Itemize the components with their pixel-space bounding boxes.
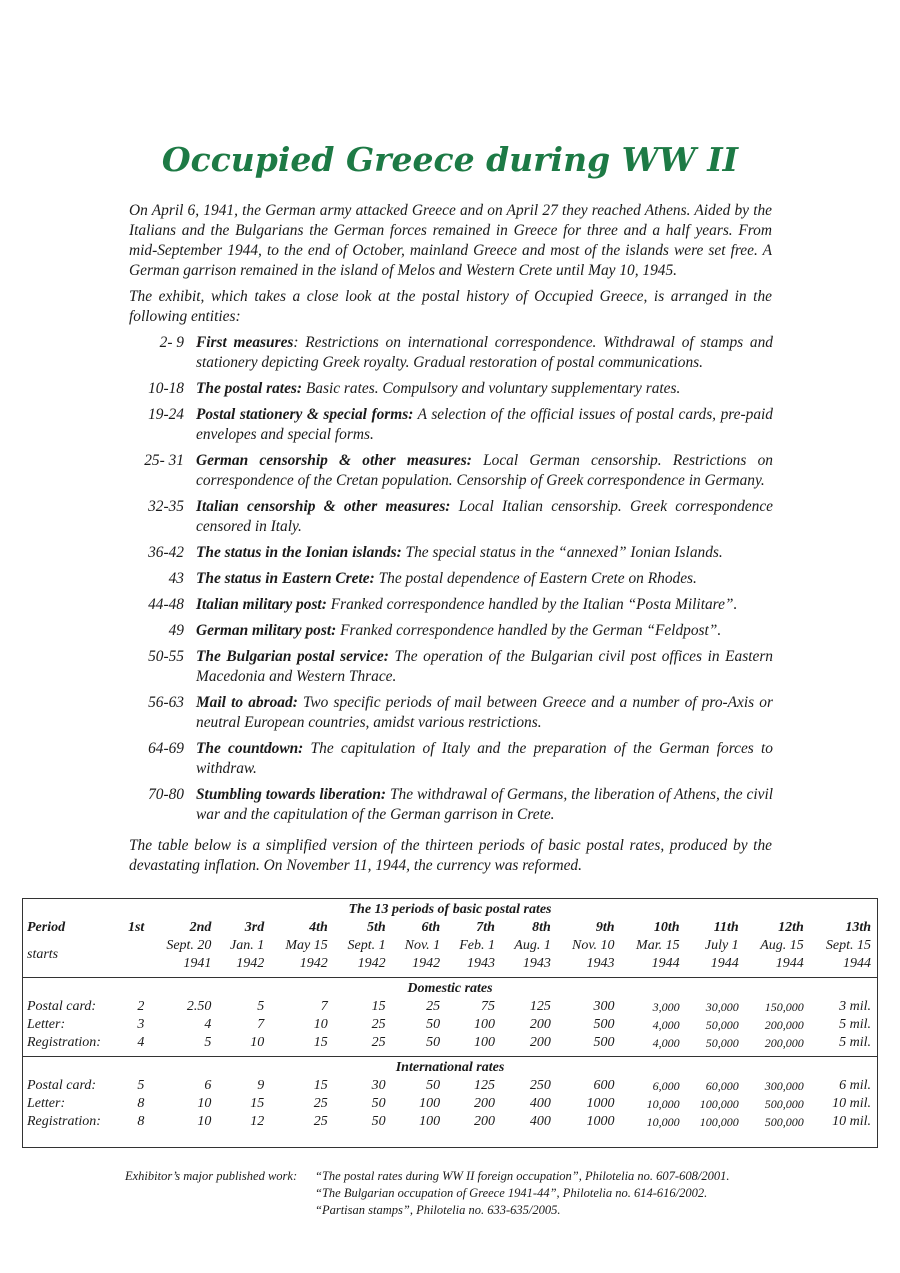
row-label: Letter:	[27, 1017, 66, 1032]
start-date: Sept. 15	[825, 938, 871, 953]
start-year: 1941	[183, 956, 212, 971]
start-year: 1944	[843, 956, 871, 971]
entity-item	[128, 569, 773, 589]
table-row	[23, 1095, 877, 1113]
entity-description: Two specific periods of mail between Greece and a number of pro-Axis or neutral European countries, amidst various restrictions.	[196, 694, 773, 731]
start-year: 1943	[586, 956, 615, 971]
table-section-caption: The 13 periods of basic postal rates	[348, 902, 552, 917]
period-header: 6th	[421, 920, 441, 935]
start-year: 1942	[412, 956, 441, 971]
start-date: Jan. 1	[230, 938, 265, 953]
rate-value: 75	[480, 999, 495, 1014]
rate-value: 10	[197, 1114, 212, 1129]
rate-value: 500	[593, 1035, 615, 1050]
rate-value: 50,000	[705, 1036, 739, 1050]
rate-value: 3,000	[652, 1000, 680, 1014]
rate-value: 50	[426, 1078, 441, 1093]
rate-value: 5	[257, 999, 265, 1014]
start-year: 1944	[710, 956, 739, 971]
period-header: 1st	[127, 920, 145, 935]
rate-value: 25	[371, 1035, 386, 1050]
start-date: Nov. 10	[572, 938, 615, 953]
row-label: Postal card:	[27, 999, 97, 1014]
rate-value: 500	[593, 1017, 615, 1032]
rate-value: 4	[137, 1035, 145, 1050]
entity-heading: Italian censorship & other measures:	[196, 498, 451, 515]
entity-range: 50-55	[148, 648, 184, 665]
start-date: May 15	[285, 938, 328, 953]
rate-value: 125	[529, 999, 551, 1014]
table-section-caption: International rates	[23, 1057, 877, 1078]
table-row	[23, 998, 877, 1016]
start-date: Sept. 20	[166, 938, 212, 953]
rate-value: 9	[257, 1078, 265, 1093]
entity-description: Basic rates. Compulsory and voluntary supplementary rates.	[302, 380, 681, 397]
start-date	[121, 937, 150, 955]
rate-value: 300,000	[764, 1079, 804, 1093]
rate-value: 15	[250, 1096, 265, 1111]
rate-value: 30	[371, 1078, 386, 1093]
entity-range: 19-24	[148, 406, 184, 423]
entity-description: : Restrictions on international correspondence. Withdrawal of stamps and stationery depicting Greek royalty. Gradual restoration of postal communications.	[196, 334, 773, 371]
table-section-caption: Domestic rates	[23, 978, 877, 999]
entity-range: 64-69	[148, 740, 184, 757]
table-row	[23, 1077, 877, 1095]
entity-description: Local German censorship. Restrictions on correspondence of the Cretan population. Censorship of Greek correspondence in Germany.	[196, 452, 773, 489]
rate-value: 50,000	[705, 1018, 739, 1032]
entity-description: Franked correspondence handled by the German “Feldpost”.	[336, 622, 722, 639]
row-label: Registration:	[27, 1035, 101, 1050]
entity-range: 25- 31	[144, 452, 184, 469]
rate-value: 5 mil.	[839, 1035, 871, 1050]
published-works-label: Exhibitor’s major published work:	[125, 1169, 298, 1183]
entity-item	[128, 497, 773, 537]
rate-value: 200,000	[764, 1018, 804, 1032]
start-year: 1942	[357, 956, 386, 971]
entity-heading: Postal stationery & special forms:	[196, 406, 414, 423]
entity-heading: The postal rates:	[196, 380, 303, 397]
entity-item	[128, 405, 773, 445]
entity-heading: Italian military post:	[196, 596, 327, 613]
rate-value: 10 mil.	[832, 1114, 871, 1129]
starts-label: starts	[27, 947, 59, 962]
row-label: Registration:	[27, 1114, 101, 1129]
rate-value: 6	[204, 1078, 212, 1093]
rate-value: 10	[197, 1096, 212, 1111]
rate-value: 7	[257, 1017, 265, 1032]
entity-item	[128, 785, 773, 825]
start-year	[121, 955, 150, 973]
rate-value: 100	[419, 1096, 441, 1111]
published-work: “Partisan stamps”, Philotelia no. 633-635/2005.	[315, 1203, 561, 1217]
rate-value: 50	[371, 1114, 386, 1129]
period-header: 10th	[653, 920, 680, 935]
rate-value: 200	[473, 1096, 495, 1111]
entity-range: 32-35	[148, 498, 184, 515]
rate-value: 600	[593, 1078, 615, 1093]
rate-value: 1000	[586, 1096, 615, 1111]
entity-description: Franked correspondence handled by the Italian “Posta Militare”.	[326, 596, 738, 613]
entity-heading: The countdown:	[196, 740, 304, 757]
start-year: 1942	[236, 956, 265, 971]
rate-value: 10 mil.	[832, 1096, 871, 1111]
period-header: 5th	[366, 920, 386, 935]
entity-item	[128, 621, 773, 641]
entity-heading: German censorship & other measures:	[196, 452, 472, 469]
rate-value: 200	[529, 1017, 551, 1032]
entity-item	[128, 693, 773, 733]
period-header: 4th	[309, 920, 328, 935]
row-label: Letter:	[27, 1096, 66, 1111]
rate-value: 7	[320, 999, 328, 1014]
entity-description: The operation of the Bulgarian civil post offices in Eastern Macedonia and Western Thrace.	[196, 648, 773, 685]
start-date: Sept. 1	[347, 938, 386, 953]
intro-paragraph: On April 6, 1941, the German army attacked Greece and on April 27 they reached Athens. Aided by the Italians and the Bulgarians the German forces remained in Greece for three and a half years. From mid-September 1944, to the end of October, mainland Greece and most of the islands were set free. A German garrison remained in the island of Melos and Western Crete until May 10, 1945.	[129, 202, 772, 279]
entity-description: The postal dependence of Eastern Crete on Rhodes.	[374, 570, 697, 587]
entity-range: 49	[168, 622, 184, 639]
entity-heading: The status in the Ionian islands:	[196, 544, 402, 561]
rate-value: 25	[313, 1096, 328, 1111]
entity-heading: Stumbling towards liberation:	[196, 786, 387, 803]
start-year: 1943	[466, 956, 495, 971]
entity-item	[128, 379, 773, 399]
rate-value: 4,000	[652, 1018, 680, 1032]
rate-value: 500,000	[764, 1097, 804, 1111]
entity-item	[128, 451, 773, 491]
rate-value: 10	[313, 1017, 328, 1032]
rate-value: 400	[529, 1096, 551, 1111]
entity-heading: Mail to abroad:	[196, 694, 298, 711]
table-row	[23, 1016, 877, 1034]
rate-value: 1000	[586, 1114, 615, 1129]
rate-value: 4,000	[652, 1036, 680, 1050]
start-date: Mar. 15	[636, 938, 680, 953]
rate-value: 200	[473, 1114, 495, 1129]
rate-value: 30,000	[705, 1000, 739, 1014]
page-title: Occupied Greece during WW II	[161, 140, 739, 179]
entity-range: 10-18	[148, 380, 184, 397]
rate-value: 200,000	[764, 1036, 804, 1050]
rate-value: 10,000	[646, 1115, 680, 1129]
row-label: Postal card:	[27, 1078, 97, 1093]
rate-value: 12	[250, 1114, 265, 1129]
entity-range: 70-80	[148, 786, 184, 803]
rate-value: 100	[473, 1017, 495, 1032]
entity-description: The capitulation of Italy and the preparation of the German forces to withdraw.	[196, 740, 773, 777]
table-row	[23, 1034, 877, 1052]
rate-value: 200	[529, 1035, 551, 1050]
period-header: 8th	[532, 920, 551, 935]
rate-value: 6,000	[652, 1079, 680, 1093]
rate-value: 100	[419, 1114, 441, 1129]
period-label: Period	[27, 920, 66, 935]
entities-list	[128, 333, 773, 831]
rate-value: 150,000	[764, 1000, 804, 1014]
start-year: 1944	[651, 956, 680, 971]
entity-item	[128, 333, 773, 373]
period-header: 9th	[595, 920, 615, 935]
start-date: July 1	[704, 938, 739, 953]
start-year: 1942	[299, 956, 328, 971]
rate-value: 50	[371, 1096, 386, 1111]
rate-value: 5	[137, 1078, 145, 1093]
entity-description: The withdrawal of Germans, the liberation of Athens, the civil war and the capitulation of the German garrison in Crete.	[196, 786, 773, 823]
rate-value: 50	[426, 1017, 441, 1032]
rate-value: 15	[313, 1078, 328, 1093]
start-year: 1944	[775, 956, 804, 971]
rate-value: 25	[313, 1114, 328, 1129]
entity-range: 43	[168, 570, 184, 587]
rate-value: 8	[137, 1096, 145, 1111]
start-year: 1943	[522, 956, 551, 971]
start-date: Aug. 15	[760, 938, 804, 953]
published-works-list	[315, 1168, 729, 1219]
rate-value: 125	[473, 1078, 495, 1093]
intro-paragraph: The exhibit, which takes a close look at the postal history of Occupied Greece, is arranged in the following entities:	[129, 288, 772, 325]
entity-heading: German military post:	[196, 622, 337, 639]
rate-value: 250	[529, 1078, 551, 1093]
outro-paragraph: The table below is a simplified version of the thirteen periods of basic postal rates, produced by the devastating inflation. On November 11, 1944, the currency was reformed.	[129, 837, 772, 874]
entity-description: A selection of the official issues of postal cards, pre-paid envelopes and special forms.	[196, 406, 773, 443]
rate-value: 400	[529, 1114, 551, 1129]
entity-range: 44-48	[148, 596, 184, 613]
rate-value: 3	[137, 1017, 145, 1032]
entity-heading: The Bulgarian postal service:	[196, 648, 389, 665]
rate-value: 500,000	[764, 1115, 804, 1129]
rate-value: 15	[371, 999, 386, 1014]
period-header: 2nd	[189, 920, 212, 935]
rate-value: 15	[313, 1035, 328, 1050]
entity-description: Local Italian censorship. Greek correspondence censored in Italy.	[196, 498, 773, 535]
entity-description: The special status in the “annexed” Ionian Islands.	[401, 544, 723, 561]
entity-heading: The status in Eastern Crete:	[196, 570, 375, 587]
entity-item	[128, 647, 773, 687]
period-header: 11th	[713, 920, 739, 935]
rate-value: 3 mil.	[839, 999, 871, 1014]
published-work: “The postal rates during WW II foreign occupation”, Philotelia no. 607-608/2001.	[315, 1169, 730, 1183]
rates-table	[22, 898, 878, 1148]
start-date: Feb. 1	[459, 938, 495, 953]
rate-value: 100	[473, 1035, 495, 1050]
table-row	[23, 1113, 877, 1131]
rate-value: 50	[426, 1035, 441, 1050]
start-date: Nov. 1	[404, 938, 441, 953]
entity-item	[128, 739, 773, 779]
rate-value: 4	[204, 1017, 212, 1032]
published-work: “The Bulgarian occupation of Greece 1941-44”, Philotelia no. 614-616/2002.	[315, 1186, 708, 1200]
rate-value: 300	[593, 999, 615, 1014]
rate-value: 8	[137, 1114, 145, 1129]
rate-value: 25	[426, 999, 441, 1014]
entity-heading: First measures	[196, 334, 294, 351]
period-header: 7th	[476, 920, 495, 935]
period-header: 13th	[845, 920, 871, 935]
entity-item	[128, 595, 773, 615]
rate-value: 25	[371, 1017, 386, 1032]
rate-value: 10	[250, 1035, 265, 1050]
rate-value: 100,000	[699, 1097, 739, 1111]
rate-value: 2	[137, 999, 145, 1014]
entity-item	[128, 543, 773, 563]
rate-value: 100,000	[699, 1115, 739, 1129]
entity-range: 56-63	[148, 694, 184, 711]
rate-value: 5 mil.	[839, 1017, 871, 1032]
period-header: 3rd	[244, 920, 265, 935]
rate-value: 10,000	[646, 1097, 680, 1111]
period-header: 12th	[778, 920, 804, 935]
rate-value: 6 mil.	[839, 1078, 871, 1093]
rate-value: 60,000	[705, 1079, 739, 1093]
rate-value: 5	[204, 1035, 212, 1050]
entity-range: 2- 9	[159, 334, 184, 351]
published-works	[125, 1168, 805, 1219]
start-date: Aug. 1	[514, 938, 551, 953]
entity-range: 36-42	[148, 544, 184, 561]
rate-value: 2.50	[186, 999, 212, 1014]
